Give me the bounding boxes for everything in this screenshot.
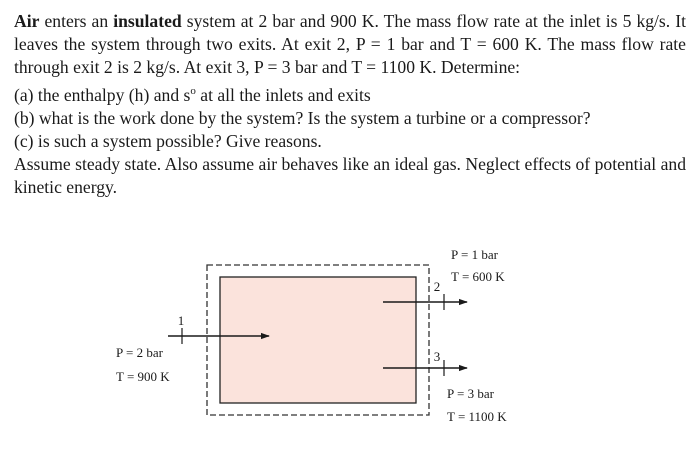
- system-box: [220, 277, 416, 403]
- exit-3-temperature: T = 1100 K: [447, 409, 507, 424]
- inlet-1-temperature: T = 900 K: [116, 369, 170, 384]
- exit-2-temperature: T = 600 K: [451, 269, 505, 284]
- exit-2-pressure: P = 1 bar: [451, 247, 498, 262]
- item-a-suffix: at all the inlets and exits: [195, 84, 371, 105]
- item-a-superscript: o: [190, 84, 196, 97]
- exit-3-number: 3: [433, 349, 441, 364]
- item-a-prefix: (a) the enthalpy (h) and s: [14, 84, 191, 105]
- assumptions: Assume steady state. Also assume air behaves like an ideal gas. Neglect effects of potential and kinetic energy.: [14, 154, 686, 198]
- bold-term: Air: [14, 11, 40, 31]
- text-run: system at 2 bar and 900 K. The mass flow rate at the inlet is 5 kg/s. It leaves the system through two exits. At exit 2, P = 1 bar and T = 600 K. The mass flow rate through exit 2 is 2 kg/s. At exit 3, P = 3 bar and T = 1100 K. Determine:: [14, 11, 686, 78]
- item-c: (c) is such a system possible? Give reasons.: [14, 130, 322, 151]
- inlet-1-pressure: P = 2 bar: [116, 345, 163, 360]
- text-run: enters an: [39, 11, 114, 31]
- exit-3-pressure: P = 3 bar: [447, 386, 494, 401]
- item-b: (b) what is the work done by the system? Is the system a turbine or a compressor?: [14, 107, 591, 128]
- bold-term: insulated: [113, 11, 182, 31]
- inlet-1-number: 1: [177, 313, 185, 328]
- exit-2-number: 2: [433, 279, 441, 294]
